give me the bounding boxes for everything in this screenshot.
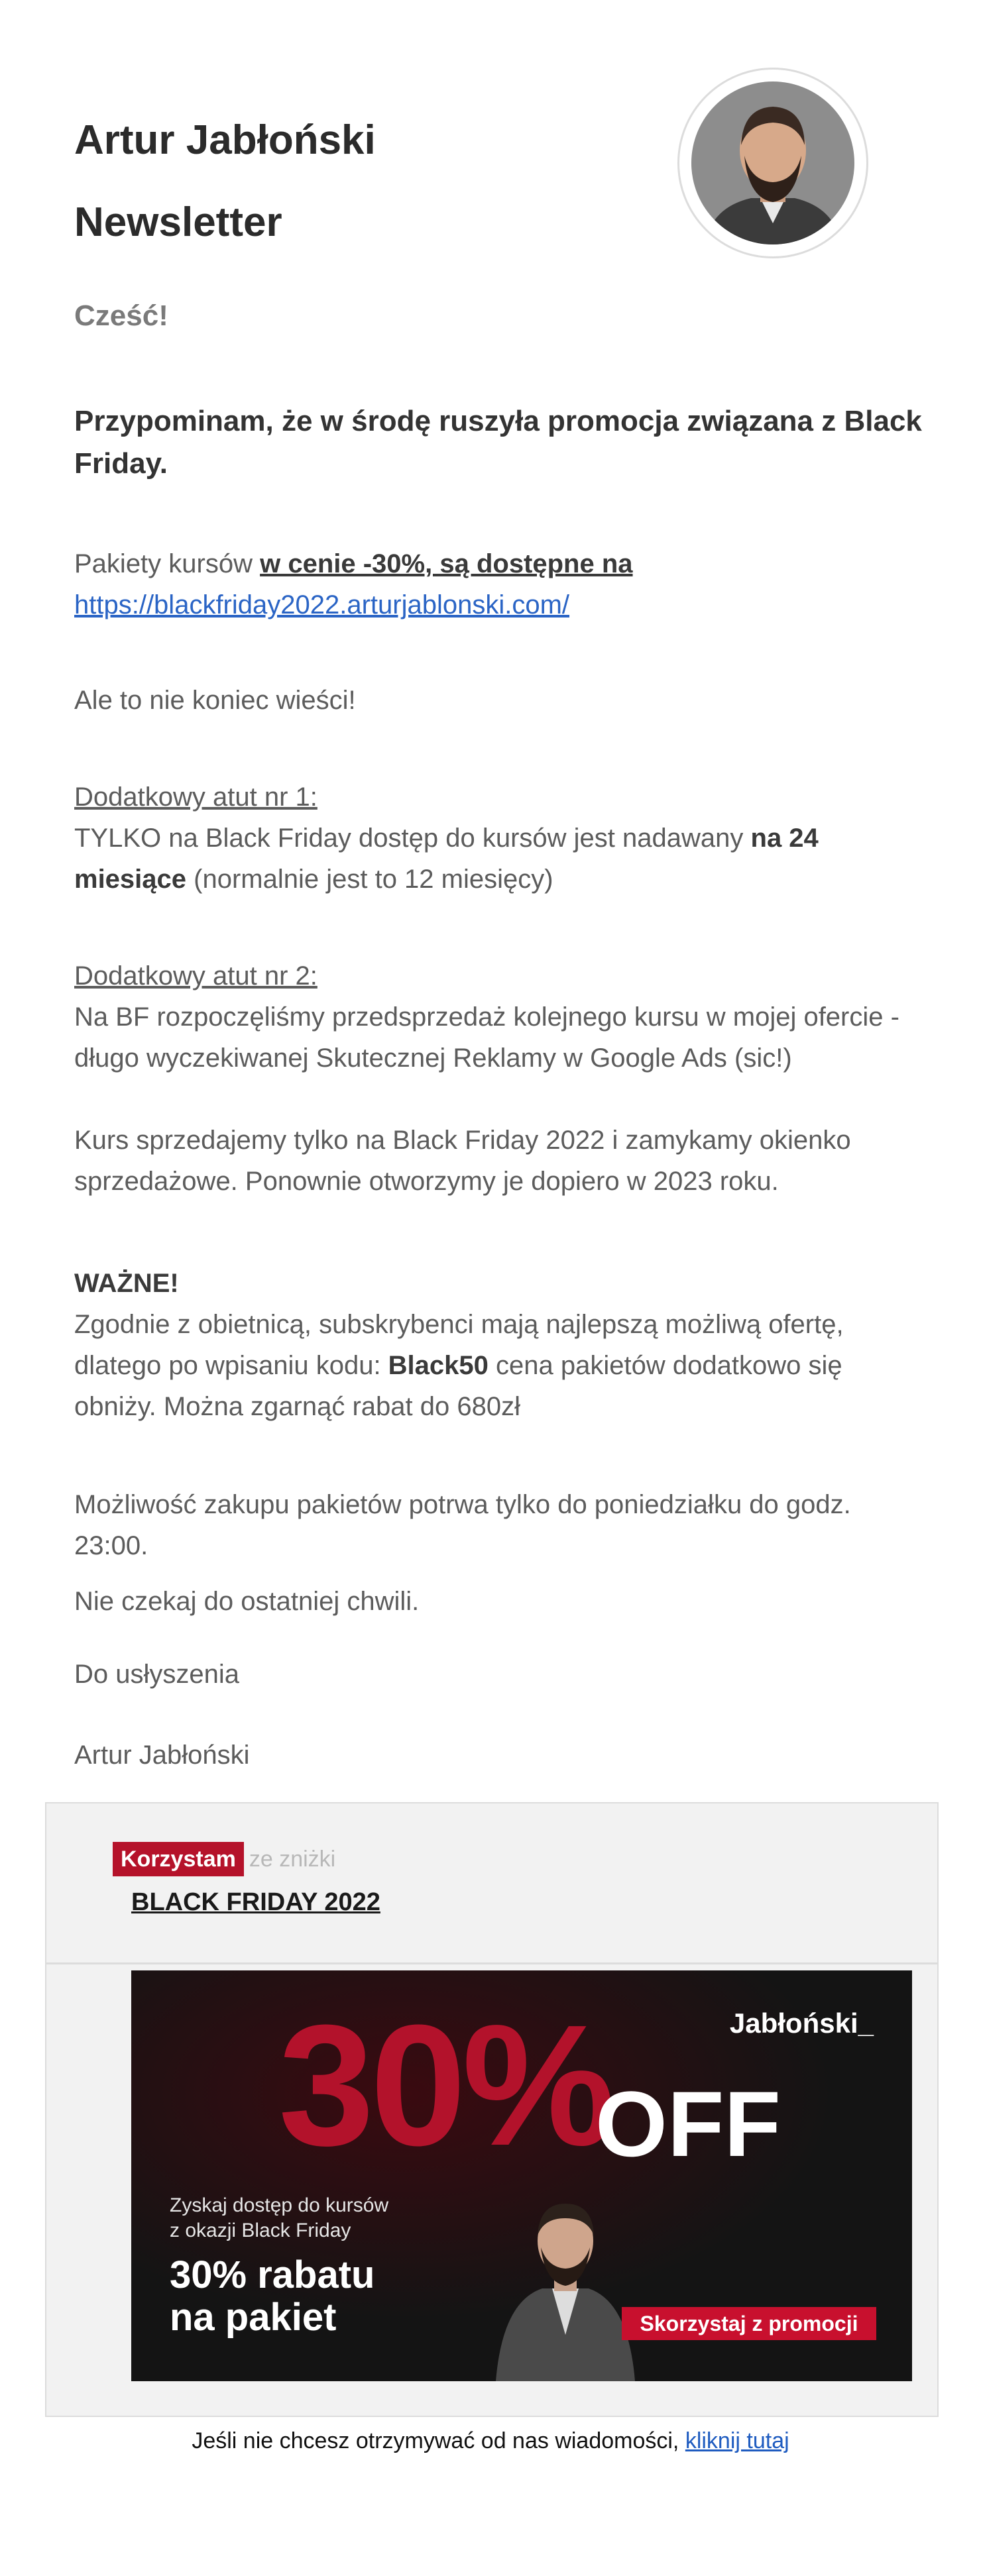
kurs-paragraph: Kurs sprzedajemy tylko na Black Friday 2022 i zamykamy okienko sprzedażowe. Ponownie otworzymy je dopiero w 2023 roku.: [74, 1126, 851, 1196]
greeting: Cześć!: [74, 299, 168, 332]
title-line-2: Newsletter: [74, 199, 282, 245]
badge-row: [113, 1842, 335, 1876]
promo-cta-button[interactable]: Skorzystaj z promocji: [622, 2307, 876, 2340]
signature: Artur Jabłoński: [74, 1741, 250, 1770]
unsubscribe-link[interactable]: kliknij tutaj: [685, 2428, 789, 2453]
korzystam-badge[interactable]: Korzystam: [113, 1842, 244, 1876]
banner-sub-line-2: z okazji Black Friday: [170, 2220, 351, 2241]
wazne-paragraph: [74, 1263, 923, 1427]
pakiety-prefix: Pakiety kursów: [74, 549, 260, 578]
atut2-heading: Dodatkowy atut nr 2:: [74, 961, 317, 991]
author-avatar: [677, 68, 868, 258]
banner-deal-line-1: 30% rabatu: [170, 2253, 375, 2296]
banner-sub-line-1: Zyskaj dostęp do kursów: [170, 2194, 389, 2216]
lead-paragraph: Przypominam, że w środę ruszyła promocja związana z Black Friday.: [74, 405, 922, 480]
wazne-heading: WAŻNE!: [74, 1269, 179, 1298]
atut1-bold: na 24 miesiące: [74, 824, 819, 894]
pakiety-bold: w cenie -30%, są dostępne na: [260, 549, 633, 578]
atut1-heading: Dodatkowy atut nr 1:: [74, 782, 317, 812]
presenter-photo-icon: [489, 2189, 642, 2381]
banner-deal: [170, 2254, 375, 2339]
promo-banner[interactable]: [131, 1970, 912, 2381]
title-line-1: Artur Jabłoński: [74, 117, 376, 163]
promo-box: [45, 1802, 939, 2417]
unsubscribe-footer: [0, 2425, 981, 2457]
ale-to-paragraph: Ale to nie koniec wieści!: [74, 686, 356, 715]
do-uslyszenia-paragraph: Do usłyszenia: [74, 1660, 240, 1689]
banner-subtitle: [170, 2193, 388, 2243]
banner-deal-line-2: na pakiet: [170, 2296, 337, 2339]
promo-divider: [46, 1962, 937, 1964]
nie-czekaj-paragraph: Nie czekaj do ostatniej chwili.: [74, 1587, 420, 1616]
banner-off: OFF: [595, 2072, 781, 2176]
mozliwosc-paragraph: Możliwość zakupu pakietów potrwa tylko do poniedziałku do godz. 23:00.: [74, 1490, 851, 1560]
wazne-text-before: Zgodnie z obietnicą, subskrybenci mają najlepszą możliwą ofertę, dlatego po wpisaniu kodu:: [74, 1310, 844, 1380]
atut2-paragraph: [74, 955, 923, 1079]
atut1-paragraph: [74, 777, 923, 900]
person-avatar-icon: [691, 81, 854, 244]
promo-url-link[interactable]: https://blackfriday2022.arturjablonski.com/: [74, 590, 570, 619]
banner-big-number: 30%: [278, 1990, 612, 2182]
atut1-text-after: (normalnie jest to 12 miesięcy): [186, 865, 553, 894]
atut1-text-before: TYLKO na Black Friday dostęp do kursów jest nadawany: [74, 824, 751, 853]
footer-text: Jeśli nie chcesz otrzymywać od nas wiadomości,: [192, 2428, 685, 2453]
banner-brand: Jabłoński_: [729, 2008, 874, 2039]
wazne-text-after: cena pakietów dodatkowo się obniży. Można zgarnąć rabat do 680zł: [74, 1351, 842, 1421]
pakiety-paragraph: [74, 543, 923, 625]
promo-code: Black50: [388, 1351, 489, 1380]
badge-sub: ze zniżki: [249, 1847, 336, 1872]
black-friday-link[interactable]: BLACK FRIDAY 2022: [131, 1888, 380, 1916]
newsletter-title: [74, 99, 538, 264]
atut2-text: Na BF rozpoczęliśmy przedsprzedaż kolejnego kursu w mojej ofercie - długo wyczekiwanej Skutecznej Reklamy w Google Ads (sic!): [74, 1002, 899, 1073]
